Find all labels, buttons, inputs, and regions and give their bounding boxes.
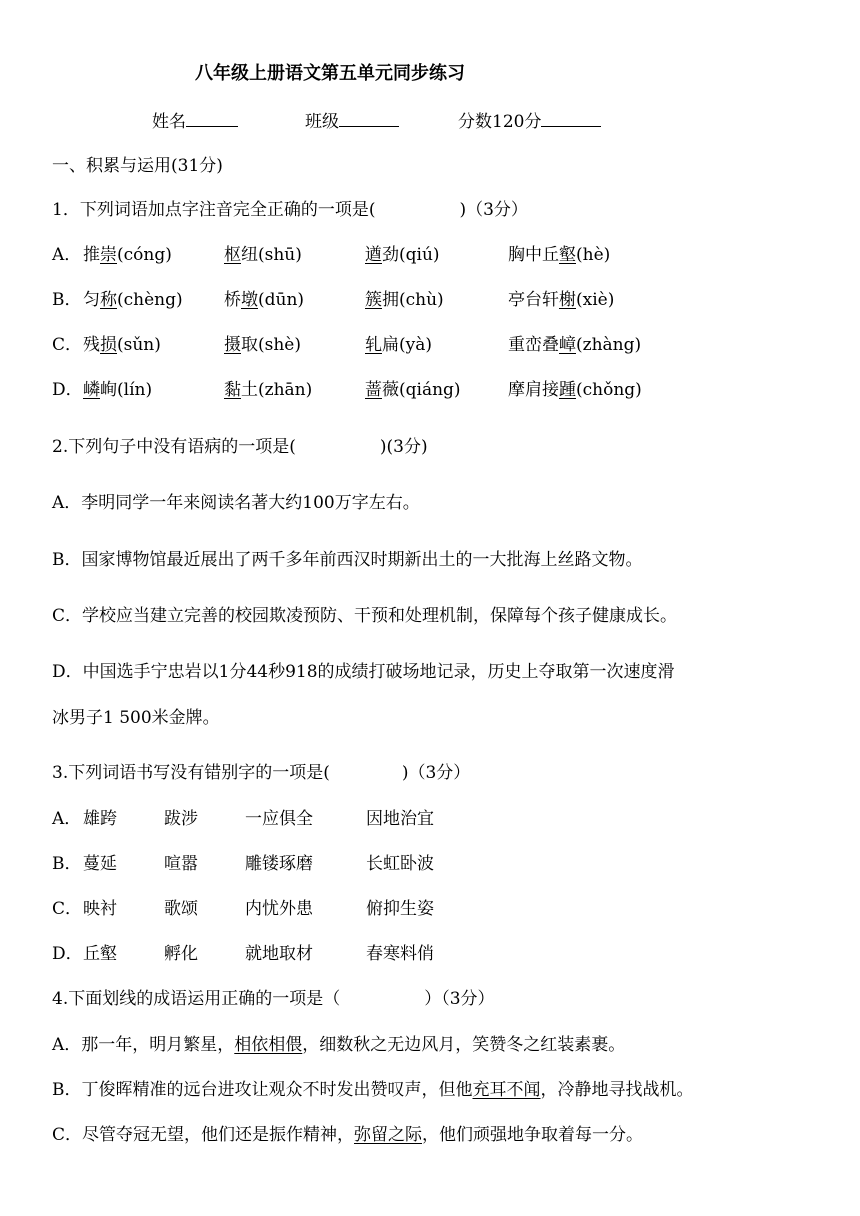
q1-option-a-label: A．	[52, 245, 82, 265]
q3-word: 跋涉	[164, 809, 198, 829]
q1-b-item: 簇拥(chù)	[365, 290, 444, 310]
q1-b-item: 亭台轩榭(xiè)	[508, 290, 615, 310]
q1-option-d-label: D．	[52, 380, 83, 400]
q1-a-item: 胸中丘壑(hè)	[508, 245, 611, 265]
q3-option-c-label: C．	[52, 899, 83, 919]
name-label: 姓名	[152, 110, 238, 133]
q2-option-b: B．国家博物馆最近展出了两千多年前西汉时期新出土的一大批海上丝路文物。	[52, 550, 643, 570]
q1-b-item: 匀称(chèng)	[83, 290, 183, 310]
q3-word: 喧嚣	[164, 854, 198, 874]
q1-option-b-label: B．	[52, 290, 82, 310]
q2-option-c: C．学校应当建立完善的校园欺凌预防、干预和处理机制，保障每个孩子健康成长。	[52, 606, 678, 626]
q4-option-c: C．尽管夺冠无望，他们还是振作精神，弥留之际，他们顽强地争取着每一分。	[52, 1125, 644, 1145]
q2-option-d-line2: 冰男子1 500米金牌。	[52, 708, 220, 728]
q3-word: 内忧外患	[245, 899, 313, 919]
score-label: 分数120分	[458, 110, 601, 133]
q1-option-c-label: C．	[52, 335, 83, 355]
q3-word: 长虹卧波	[366, 854, 434, 874]
q1-stem: 1．下列词语加点字注音完全正确的一项是( )（3分）	[52, 200, 528, 220]
q3-stem: 3.下列词语书写没有错别字的一项是( )（3分）	[52, 763, 471, 783]
q2-stem: 2.下列句子中没有语病的一项是( )(3分)	[52, 437, 428, 457]
q1-d-item: 摩肩接踵(chǒng)	[508, 380, 642, 400]
q1-d-item: 嶙峋(lín)	[83, 380, 153, 400]
class-blank[interactable]	[339, 110, 399, 127]
q4-stem: 4.下面划线的成语运用正确的一项是（ ）（3分）	[52, 989, 495, 1009]
q3-word: 蔓延	[83, 854, 117, 874]
q1-b-item: 桥墩(dūn)	[224, 290, 305, 310]
q3-word: 俯抑生姿	[366, 899, 434, 919]
q3-word: 就地取材	[245, 944, 313, 964]
q3-word: 雄跨	[83, 809, 117, 829]
q4-option-a: A．那一年，明月繁星，相依相偎，细数秋之无边风月，笑赞冬之红装素裹。	[52, 1035, 626, 1055]
q3-word: 一应俱全	[245, 809, 313, 829]
q1-c-item: 轧扁(yà)	[365, 335, 433, 355]
q1-a-item: 遒劲(qiú)	[365, 245, 440, 265]
q3-word: 丘壑	[83, 944, 117, 964]
q2-option-d-line1: D．中国选手宁忠岩以1分44秒918的成绩打破场地记录，历史上夺取第一次速度滑	[52, 662, 675, 682]
score-blank[interactable]	[541, 110, 601, 127]
q3-word: 歌颂	[164, 899, 198, 919]
q4-option-b: B．丁俊晖精准的远台进攻让观众不时发出赞叹声，但他充耳不闻，冷静地寻找战机。	[52, 1080, 694, 1100]
q3-option-b-label: B．	[52, 854, 82, 874]
q3-word: 雕镂琢磨	[245, 854, 313, 874]
q3-word: 孵化	[164, 944, 198, 964]
q3-option-d-label: D．	[52, 944, 83, 964]
q1-c-item: 摄取(shè)	[224, 335, 301, 355]
q1-a-item: 枢纽(shū)	[224, 245, 302, 265]
q2-option-a: A．李明同学一年来阅读名著大约100万字左右。	[52, 493, 420, 513]
page-title: 八年级上册语文第五单元同步练习	[195, 63, 465, 84]
q1-c-item: 重峦叠嶂(zhàng)	[508, 335, 642, 355]
name-blank[interactable]	[186, 110, 238, 127]
q1-c-item: 残损(sǔn)	[83, 335, 161, 355]
q3-word: 春寒料俏	[366, 944, 434, 964]
q3-word: 映衬	[83, 899, 117, 919]
q1-d-item: 黏土(zhān)	[224, 380, 313, 400]
q3-word: 因地治宜	[366, 809, 434, 829]
q3-option-a-label: A．	[52, 809, 82, 829]
section-heading: 一、积累与运用(31分)	[52, 156, 223, 176]
q1-d-item: 蔷薇(qiáng)	[365, 380, 461, 400]
q1-a-item: 推崇(cóng)	[83, 245, 172, 265]
class-label: 班级	[305, 110, 399, 133]
